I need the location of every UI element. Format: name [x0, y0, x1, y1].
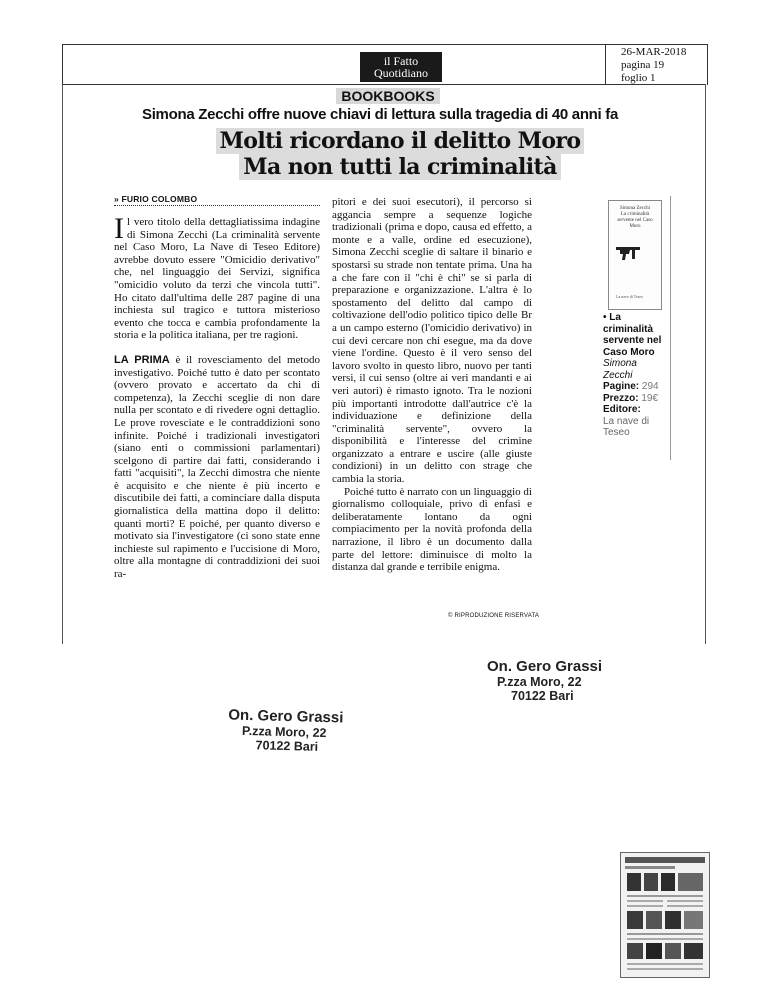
logo-line-2: Quotidiano	[374, 66, 428, 80]
headline-line-1: Molti ricordano il delitto Moro	[216, 128, 585, 154]
book-cover-text	[612, 206, 658, 230]
logo-line-1: il Fatto	[383, 54, 419, 68]
article-author: » FURIO COLOMBO	[114, 194, 198, 204]
stamp-street-2: P.zza Moro, 22	[241, 723, 327, 741]
price-label: Prezzo:	[603, 392, 639, 404]
address-stamp	[487, 658, 602, 703]
book-price-row	[603, 393, 667, 405]
clipping-meta	[621, 46, 686, 85]
cover-title: La criminalità servente nel Caso Moro	[617, 212, 653, 229]
header-divider	[605, 44, 606, 84]
page-thumbnail	[620, 852, 710, 978]
clipping-sheet: foglio 1	[621, 72, 656, 84]
drop-cap: I	[114, 212, 124, 245]
address-stamp-2	[227, 707, 343, 755]
publisher-value: La nave di Teseo	[603, 415, 650, 438]
stamp-name: On. Gero Grassi	[487, 658, 603, 675]
newspaper-logo	[360, 52, 442, 82]
page-border-left	[62, 84, 63, 644]
pages-value: 294	[641, 381, 659, 392]
clipping-date: 26-MAR-2018	[621, 46, 687, 58]
paragraph-1-text: l vero titolo della dettagliatissima indagine di Simona Zecchi (La criminalità servente nel Caso Moro, La Nave di Teseo Editore) avrebbe dovuto essere "Omicidio derivativo" che, nel linguaggio dei Servizi, significa "omicidio voluto da terzi che vincola tutti". Ho citato dall'ultima delle 287 pagine di una inchiesta sul tragico e tuttora misterioso evento che tocca e cambia profondamente la storia e la politica italiana, per tre ragioni.	[114, 216, 320, 342]
article-column-1	[114, 212, 320, 581]
paragraph-4: Poiché tutto è narrato con un linguaggio di giornalismo colloquiale, privo di enfasi e deliberatamente lontano da ogni compiacimento per la novità profonda della narrazione, il libro è un documento dalla parte del lettore: diminuisce di molto la distanza dal grande e terribile enigma.	[332, 485, 532, 574]
header-rule	[62, 84, 706, 85]
paragraph-2-lead: LA PRIMA	[114, 353, 170, 366]
book-pages-row	[603, 381, 667, 393]
pages-label: Pagine:	[603, 381, 640, 392]
clipping-page: pagina 19	[621, 59, 665, 71]
cover-publisher: La nave di Teseo	[616, 294, 644, 299]
article-headline	[120, 128, 680, 180]
stamp-city: 70122 Bari	[511, 689, 574, 703]
paragraph-3: pitori e dei suoi esecutori), il percorso si aggancia sempre a sequenze logiche tradizionali (prima e dopo, causa ed effetto, a monte e a valle, ordine ed esecuzione), Simona Zecchi sceglie di saltare il binario e spostarsi su strade non tentate prima. Una ha a che fare con il "chi è chi" se si parla di preparazione e organizzazione. L'altra è lo spostamento del delitto dal campo di coltivazione dell'odio politico tipico delle Br a un campo esterno (l'omicidio derivativo) in cui devi cercare non chi esegue, ma da dove viene l'ordine. Questo è il vero senso del lavoro svolto in questo libro, nuovo per tanti versi, il cui senso (oltre ai veri mandanti e ai veri autori) è rimasto ignoto. Tra le nozioni più importanti introdotte dall'autrice c'è la individuazione e definizione della "criminalità servente", ovvero la disponibilità e l'interesse del crimine organizzato a entrare e uscire (alle giuste condizioni) in un delitto con strage che cambia la storia.	[332, 196, 532, 486]
stamp-name-2: On. Gero Grassi	[228, 706, 344, 727]
price-value: 19€	[641, 392, 659, 404]
publisher-label: Editore:	[603, 404, 641, 415]
book-author: Simona Zecchi	[603, 358, 637, 381]
page-thumbnail-image	[621, 853, 709, 977]
book-title: • La criminalità servente nel Caso Moro	[603, 312, 662, 358]
headline-line-2: Ma non tutti la criminalità	[239, 154, 561, 180]
gun-icon	[614, 242, 644, 264]
paragraph-2	[114, 354, 320, 581]
stamp-city-2: 70122 Bari	[255, 738, 319, 754]
author-divider	[114, 205, 320, 206]
section-rubric: BOOKBOOKS	[336, 88, 440, 104]
book-details	[603, 312, 667, 439]
stamp-street: P.zza Moro, 22	[497, 675, 582, 689]
article-kicker: Simona Zecchi offre nuove chiavi di lettura sulla tragedia di 40 anni fa	[141, 106, 619, 123]
paragraph-1	[114, 212, 320, 342]
page-border-right	[705, 84, 706, 644]
article-column-2	[332, 196, 532, 574]
cover-author: Simona Zecchi	[619, 206, 651, 211]
copyright-notice: © RIPRODUZIONE RISERVATA	[448, 613, 540, 619]
paragraph-2-text: è il rovesciamento del metodo investigativo. Poiché tutto è dato per scontato (ovvero provato e accertato da chi di competenza), la Zecchi sceglie di non dare nulla per scontato e di rivedere ogni dettaglio. Le prove rovesciate e le contraddizioni sono infinite. Poiché i tradizionali investigatori (siano enti o commissioni parlamentari) scelgono di partire dai fatti, considerando i fatti "acquisiti", la Zecchi dimostra che niente è acquisito e che niente è più incerto e discutibile dei fatti, a cominciare dalla disputa giornalistica della mattina dopo il delitto: quanti morti? E poiché, per quanto diverso e motivato sia l'investigatore (ci sono state enne inchieste sul rapimento e l'uccisione di Moro, oltre alla montagne di contraddizioni dei suoi ra-	[114, 353, 320, 581]
